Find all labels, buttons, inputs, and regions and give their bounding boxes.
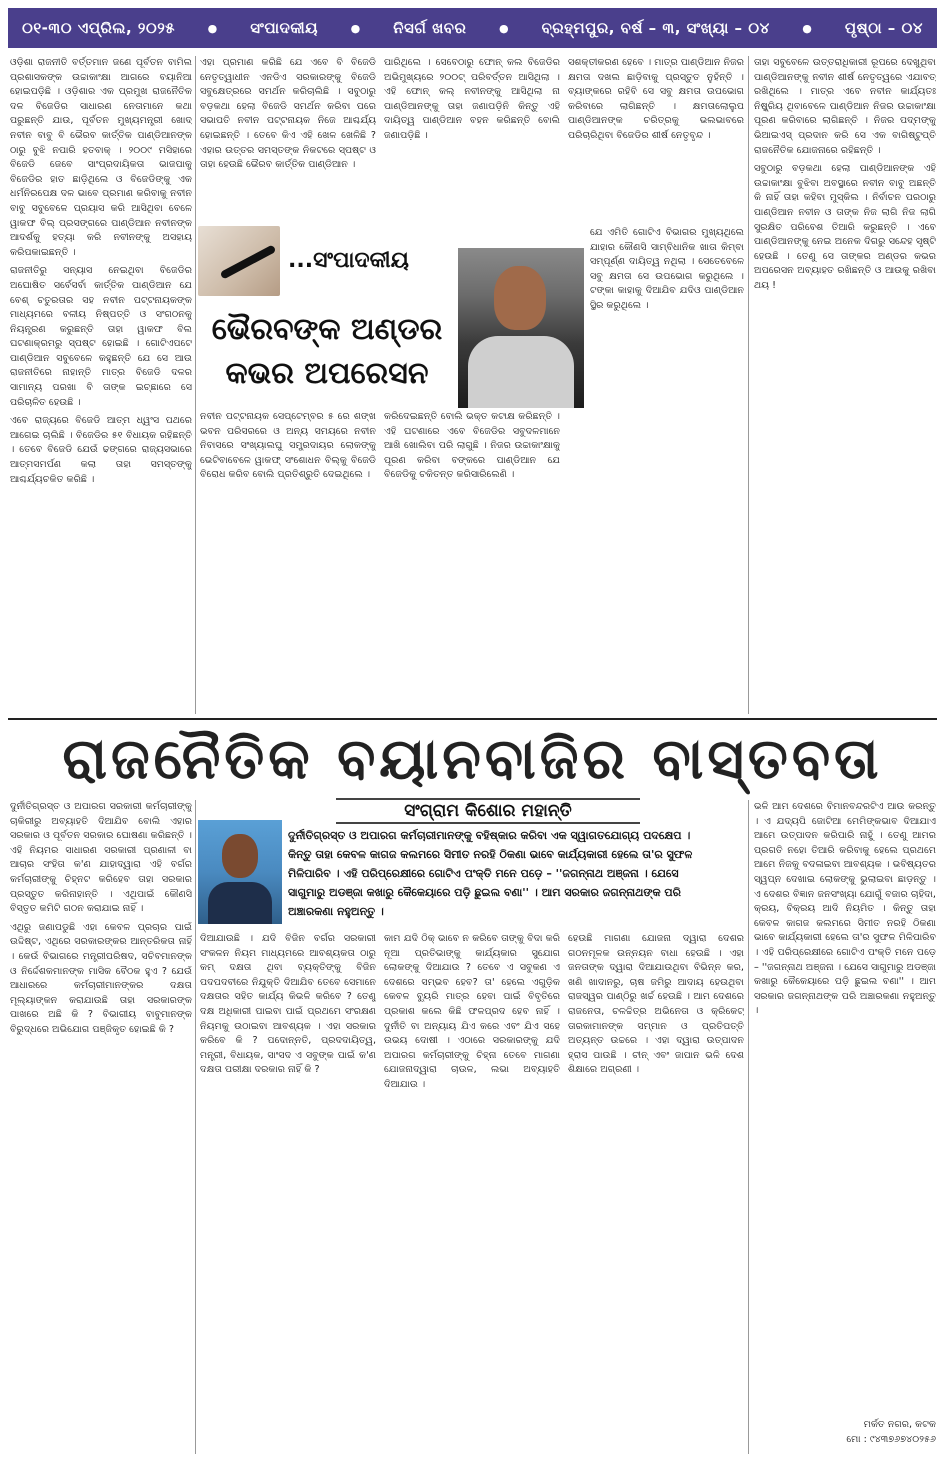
article-lead: ଦୁର୍ନୀତିଗ୍ରସ୍ତ ଓ ଅପାରଗ କର୍ମଚାରୀମାନଙ୍କୁ ବହିଷ୍କାର କରିବା ଏକ ସ୍ୱାଗତଯୋଗ୍ୟ ପଦକ୍ଷେପ । କିନ୍ତୁ ତାହା କେବଳ କାଗଜ କଲମରେ ସିମୀତ ନରହି ଠିକଣା ଭାବେ କାର୍ଯ୍ୟକାରୀ ହେଲେ ତା'ର ସୁଫଳ ମିଳିପାରିବ । ଏହି ପରିପ୍ରେକ୍ଷୀରେ ଗୋଟିଏ ପଂକ୍ତି ମନେ ପଡ଼େ – ''ଜଗନ୍ନାଥ ଅଞ୍ଜନା । ଯେସେ ସାଗୁମାରୁ ଅଡଞ୍ଜା କଖାରୁ କୈକେୟାରେ ପଡ଼ି ଛୁଇଲ ବଣା'' । ଆମ ସରକାର ଜଗନ୍ନାଥଙ୍କ ପରି ଅଞ୍ଚାରକଣା ନହୁଅନ୍ତୁ । [288, 829, 693, 918]
editorial-paragraph: ସଶକ୍ତୀକରଣ ହେବେ । ମାତ୍ର ପାଣ୍ଡିଆନ ନିଜର କ୍ଷମତା ଦଖଲ ଛାଡ଼ିବାକୁ ପ୍ରସ୍ତୁତ ନୁହଁନ୍ତି । ବ୍ୟାଙ୍କରେ ରହିବି ସେ ସବୁ କ୍ଷମତା ଉପଭୋଗ କରିବାରେ ଲାଗିଛନ୍ତି । କ୍ଷମତାଲୋଲୁପ ପାଣ୍ଡିଆନଙ୍କ ଚରିତ୍ରକୁ ଭଲଭାବରେ ପରିଚାରିଥିବା ବିଜେଡିର ଶୀର୍ଷ ନେତୃବୃନ୍ଦ । [568, 57, 744, 141]
article-paragraph: ହେଉଛି ମାଗଣା ଯୋଜନା ଦ୍ୱାରା ଦେଶର ଗଠନମୂଳକ ଉନ୍ନୟନ ବାଧା ହେଉଛି । ଏହା ଜନତାଙ୍କ ଦ୍ୱାରା ଦିଆଯାଉଥିବା ବିଭିନ୍ନ କର, ଖଣି ଖାଦାନରୁ, ଚାଷ ଜମିରୁ ଆଦାୟ ହେଉଥିବା ରାଜସ୍ୱର ପାଣ୍ଠିରୁ ଖର୍ଚ୍ଚ ହେଉଛି । ଆମ ଦେଶରେ ରାଜନେତା, ଚଳଚ୍ଚିତ୍ର ଅଭିନେତା ଓ କ୍ରିକେଟ୍ ତାରକାମାନଙ୍କ ସମ୍ମାନ ଓ ପ୍ରତିପତ୍ତି ଅତ୍ୟନ୍ତ ଉଚ୍ଚରେ । ଏହା ଦ୍ୱାରା ଉତ୍ପାଦନ ହ୍ରାସ ପାଉଛି । ଚୀନ୍ ଏବଂ ଜାପାନ ଭଳି ଦେଶ ଶିକ୍ଷାରେ ଅଗ୍ରଣୀ । [568, 933, 744, 1076]
article-signoff [754, 1418, 936, 1454]
column-rule [195, 56, 196, 714]
issue-date: ୦୧-୩୦ ଏପ୍ରିଲ, ୨୦୨୫ [22, 19, 176, 37]
editorial-paragraph: ପାରିଥିଲେ । ସେବେଠାରୁ ଫୋନ୍ କଲ ବିଜେଡିର ଅଭିମୁଖ୍ୟରେ ୨୦୦ଟ୍ ପରିବର୍ତ୍ତନ ଆସିଥିଲା । ଏହି ଫୋନ୍ କଲ୍ ନବୀନଙ୍କୁ ଆସିଥିଲା ନା ପାଣ୍ଡିଆନଙ୍କୁ ତାହା ଜଣାପଡ଼ିନି କିନ୍ତୁ ଏହି ଦାୟିତ୍ୱ ପାଣ୍ଡିଆନ ବହନ କରିଛନ୍ତି ବୋଲି ଜଣାପଡ଼ିଛି । [384, 57, 560, 141]
article-column-5 [754, 800, 936, 1418]
article-headline: ରାଜନୈତିକ ବୟାନବାଜିର ବାସ୍ତବତା [62, 727, 883, 792]
editorial-column-4-top [568, 56, 744, 222]
masthead-bar [8, 8, 937, 48]
section-divider [8, 718, 937, 720]
article-column-4 [568, 932, 744, 1454]
publication-place: ବ୍ରହ୍ମପୁର, ବର୍ଷ – ୩, ସଂଖ୍ୟା – ୦୪ [541, 19, 770, 37]
editorial-paragraph: ଓଡ଼ିଶା ରାଜନୀତି ବର୍ତ୍ତମାନ ଜଣେ ପୂର୍ବତନ ବାମିଲ ପ୍ରଶାସକଙ୍କ ଉଚ୍ଚାକାଂକ୍ଷା ଆଗରେ ବୟାନିଆ ହୋଇପଡ଼ିଛି । ଓଡ଼ିଶାର ଏକ ପ୍ରମୁଖ ରାଜନୈତିକ ଦଳ ବିଜେଡିର ସାଧାରଣ ନେତାମାନେ କଥା ପରୁଛନ୍ତି ଯାଉ, ପୂର୍ବତନ ମୁଖ୍ୟମନ୍ତ୍ରୀ ଖୋଦ୍ ନବୀନ ବାବୁ ବି ଭୈରବ କାର୍ତ୍ତିକ ପାଣ୍ଡିଆନଙ୍କ ଠାରୁ ବୁଝି ନପାରି ହତବାକ୍ । ୨୦୦୯ ମସିହାରେ ବିଜେଡି ଜେବେ ସାଂପ୍ରଦାୟିକତା ଭାଜପାକୁ ବିଜେଡିର ହାତ ଛାଡ଼ିଥିଲେ ଓ ବିଜେଡିଙ୍କୁ ଏକ ଧର୍ମନିରପେକ୍ଷ ଦଳ ଭାବେ ପ୍ରମାଣ କରିବାକୁ ନବୀନ ବାବୁ ସବୁବେଳେ ପ୍ରୟାସ କରି ଆସିଥିବା ବେଳେ ୱାକଫ ବିଲ୍ ପ୍ରସଙ୍ଗରେ ପାଣ୍ଡିଆନ ନବୀନଙ୍କ ଆଦର୍ଶକୁ ହତ୍ୟା କରି ନବୀନଙ୍କୁ ଅସହାୟ କରିପକାଇଛନ୍ତି । [10, 57, 192, 258]
editorial-paragraph: କରିଦେଇଛନ୍ତି ବୋଲି ଭକ୍ତ କଟାକ୍ଷ କରିଛନ୍ତି । ଏହି ଘଟଣାରେ ଏବେ ବିଜେଡିର ସବୁଦଳମାନେ ଆଖି ଖୋଲିବା ପରି ଲାଗୁଛି । ନିଜର ଉଚ୍ଚାକାଂକ୍ଷାକୁ ପୂରଣ କରିବା ବଙ୍କରେ ପାଣ୍ଡିଆନ ଯେ ବିଜେଡିକୁ ଚକିତନ୍ତ କରିସାରିଲେଣି । [384, 411, 560, 481]
editorial-column-3-top [384, 56, 560, 222]
article-paragraph: ଏଥିରୁ ଜଣାପଡୁଛି ଏହା କେବଳ ପ୍ରଚାର ପାଇଁ ଉଦ୍ଦିଷ୍ଟ, ଏଥିରେ ସରକାରଙ୍କର ଆନ୍ତରିକତା ନାହିଁ । କେଉଁ ବିଭାଗରେ ମନ୍ତ୍ରୀପରିଷଦ, ସଚିବମାନଙ୍କ ଓ ନିର୍ଦ୍ଦେଶକମାନଙ୍କ ମାସିକ ବୈଠକ ହୁଏ ? ଯେଉଁ ଆଧାରରେ କର୍ମଚାରୀମାନଙ୍କର ଦକ୍ଷତା ମୂଲ୍ୟାଙ୍କନ କରାଯାଉଛି ତାହା ସରକାରଙ୍କ ପାଖରେ ଅଛି କି ? ବିଭାଗୀୟ ବାବୁମାନଙ୍କ ବିରୁଦ୍ଧରେ ଅଭିଯୋଗ ପଞ୍ଜିକୃତ ହୋଇଛି କି ? [10, 921, 192, 1035]
separator-dot: ● [350, 21, 361, 35]
paper-name: ନିସର୍ଗ ଖବର [393, 19, 467, 37]
article-author: ସଂଗ୍ରାମ କିଶୋର ମହାନ୍ତି [336, 798, 640, 824]
editorial-title-box [198, 226, 586, 404]
author-photo [198, 820, 282, 924]
editor-photo-face [494, 266, 546, 330]
section-name: ସଂପାଦକୀୟ [250, 19, 319, 37]
editorial-paragraph: ରାଜନୀତିରୁ ସନ୍ୟାସ ନେଇଥିବା ବିଜେଡିର ଅଘୋଷିତ ସର୍ବେସର୍ବା କାର୍ତ୍ତିକ ପାଣ୍ଡିଆନ ଯେ ବେଶ୍ ଚତୁରତାର ସହ ନବୀନ ପଟ୍ଟନାୟକଙ୍କ ମାଧ୍ୟମରେ ବଳୀୟ ନିଷ୍ପତ୍ତି ଓ ସଂଗଠନକୁ ନିୟନ୍ତ୍ରଣ କରୁଛନ୍ତି ତାହା ୱାକଫ ବିଲ ଘଟଣାକ୍ରମରୁ ସ୍ପଷ୍ଟ ହୋଇଛି । ଗୋଟିଏପଟେ ପାଣ୍ଡିଆନ ସବୁବେଳେ କହୁଛନ୍ତି ଯେ ସେ ଆଉ ରାଜନୀତିରେ ନାହାନ୍ତି ମାତ୍ର ବିଜେଡି ଦଳର ସାମାନ୍ୟ ପରଖା ବି ତାଙ୍କ ଇଚ୍ଛାରେ ସେ ପରିଚାଳିତ ହେଉଛି । [10, 265, 192, 408]
editorial-headline-line-1: ଭୈରବଙ୍କ ଅଣ୍ଡର [211, 312, 443, 347]
column-rule [195, 800, 196, 1454]
editor-photo [458, 248, 584, 408]
article-paragraph: ଭଳି ଆମ ଦେଶରେ ବିମାନବନ୍ଦରଟିଏ ଆଉ କରନ୍ତୁ । ଏ ଯଦ୍ୟପି ଜୋଟିଆ ମେମିଙ୍କଭାବ ଦିଆଯାଏ ଆମେ ଉତ୍ପାଦନ କରିପାରି ନାହୁଁ । ତେଣୁ ଆମର ପ୍ରଗତି ନହୋ ତିଆରି କରିବାକୁ ହେଲେ ପ୍ରଥମେ ଆମେ ନିଜକୁ ବଦଳାଇବା ଆବଶ୍ୟକ । ଭବିଷ୍ୟତର ସ୍ୱପ୍ନ ଦେଖାଇ ଲୋକଙ୍କୁ ଭୁଲାଇବା ଛାଡ଼ନ୍ତୁ । ଏ ଦେଶର ବିଜ୍ଞାନ ଜନସଂଖ୍ୟା ଯୋଗୁଁ ବଜାର ଚାହିଦା, କ୍ରୟ, ବିକ୍ରୟ ଆଦି ନିୟମିତ । କିନ୍ତୁ ତାହା କେବଳ କାଗଜ କଲମରେ ସିମୀତ ନରହି ଠିକଣା ଭାବେ କାର୍ଯ୍ୟକାରୀ ହେଲେ ତା'ର ସୁଫଳ ମିଳିପାରିବ । ଏହି ପରିପ୍ରେକ୍ଷୀରେ ଗୋଟିଏ ପଂକ୍ତି ମନେ ପଡ଼େ – ''ଜଗନ୍ନାଥ ଅଞ୍ଜନା । ଯେସେ ସାଗୁମାରୁ ଅଡଞ୍ଜା କଖାରୁ କୈକେୟାରେ ପଡ଼ି ଛୁଇଲ ବଣା'' । ଆମ ସରକାର ଜଗନ୍ନାଥଙ୍କ ପରି ଅଞ୍ଚାରକଣା ନହୁଅନ୍ତୁ । [754, 801, 936, 1017]
editorial-headline [198, 308, 456, 396]
signoff-place: ମର୍କତ ନଗର, କଟକ [863, 1419, 936, 1430]
editorial-column-1 [10, 56, 192, 714]
editorial-paragraph: ଏବେ ରାଜ୍ୟରେ ବିଜେଡି ଆତ୍ମ ଧ୍ୱଂସ ପଥରେ ଆଗେଇ ଚାଲିଛି । ବିଜେଡିର ୫୧ ବିଧାୟକ ରହିଛନ୍ତି । ତେବେ ବିଜେଡି ଯେଉଁ ଢଙ୍ଗରେ ରାଜ୍ୟସଭାରେ ଆତ୍ମସମର୍ପଣ କଲା ତାହା ସମସ୍ତଙ୍କୁ ଆଶ୍ଚର୍ଯ୍ୟଚକିତ କରିଛି । [10, 415, 192, 485]
editorial-column-3-bottom [384, 410, 560, 714]
editorial-paragraph: ତାହା ସବୁବେଳେ ଉତ୍ତରାଧିକାରୀ ରୂପରେ ଦେଖୁଥିବା ପାଣ୍ଡିଆନଙ୍କୁ ନବୀନ ଶୀର୍ଷ ନେତୃତ୍ୱରେ ଏଯାବତ୍ ରଖିଥିଲେ । ମାତ୍ର ଏବେ ନବୀନ କାର୍ଯ୍ୟତଃ ନିଷ୍କ୍ରିୟ ଥିବାବେଳେ ପାଣ୍ଡିଆନ ନିଜର ଉଚ୍ଚାକାଂକ୍ଷା ପୂରଣ କରିବାରେ ଲାଗିଛନ୍ତି । ନିଜର ପଦ୍ମଙ୍କୁ ଭିଆଇଏସ୍ ପ୍ରଦାନ କରି ସେ ଏକ ବାଗିଷ୍ଟୁପ୍ତି ରାଜନୈତିକ ଯୋଜନାରେ ରହିଛନ୍ତି । [754, 57, 936, 156]
column-rule [748, 800, 749, 1454]
author-photo-shirt [208, 882, 272, 924]
article-paragraph: ଦୁର୍ନୀତିଗ୍ରସ୍ତ ଓ ଅପାରଗ ସରକାରୀ କର୍ମଚାରୀଙ୍କୁ ଚାକିରୀରୁ ଅବ୍ୟାହତି ଦିଆଯିବ ବୋଲି ଏହାର ସରକାର ଓ ପୂର୍ବତନ ସରକାର ଘୋଷଣା କରିଛନ୍ତି । ଏହି ନିୟମର ସାଧାରଣ ସରକାରୀ ପ୍ରଣାଳୀ ବା ଆଚାର ସଂହିତା କ'ଣ ଯାହାଦ୍ୱାରା ଏହି ବର୍ଗର କର୍ମଚାରୀଙ୍କୁ ଚିହ୍ନଟ କରିହେବ ତାହା ସରକାର ପ୍ରସ୍ତୁତ କରିନାହାନ୍ତି । ଏଥିପାଇଁ କୌଣସି ବିସ୍ତୃତ କମିଟି ଗଠନ କରାଯାଇ ନାହିଁ । [10, 801, 192, 915]
article-column-3 [384, 932, 560, 1454]
author-photo-face [222, 834, 258, 878]
editorial-paragraph: ଯେ ଏମିତି ଗୋଟିଏ ବିଭାଗର ମୁଖ୍ୟଥିଲେ ଯାହାର କୌଣସି ସାମ୍ବିଧାନିକ ଖାତା କିମ୍ବା ସମ୍ପୂର୍ଣ୍ଣ ଦାୟିତ୍ୱ ନଥିଲା । ସେତେବେଳେ ସବୁ କ୍ଷମତା ସେ ଉପଭୋଗ କରୁଥିଲେ । ଟଙ୍କା କାହାକୁ ଦିଆଯିବ ଯଦିଓ ପାଣ୍ଡିଆନ ସ୍ଥିର କରୁଥିଲେ । [590, 227, 744, 311]
separator-dot: ● [207, 21, 218, 35]
editorial-kicker: ...ସଂପାଦକୀୟ [288, 248, 409, 273]
editorial-paragraph: ନବୀନ ପଟ୍ଟନାୟକ ସେପ୍ଟେମ୍ବର ୫ ରେ ଶଙ୍ଖ ଭବନ ପରିସରରେ ଓ ଅନ୍ୟ ସମୟରେ ନବୀନ ନିବାସରେ ସଂଖ୍ୟାଲଘୁ ସମ୍ପ୍ରଦାୟର ଲୋକଙ୍କୁ ଭେଟିବାବେଳେ ୱାକଫ୍ ସଂଶୋଧନ ବିଲ୍କୁ ବିଜେଡି ବିରୋଧ କରିବ ବୋଲି ପ୍ରତିଶ୍ରୁତି ଦେଇଥିଲେ । [200, 411, 376, 481]
column-rule [748, 56, 749, 714]
pen-writing-image [198, 226, 280, 296]
editorial-paragraph: ସବୁଠାରୁ ବଡ଼କଥା ହେଲା ପାଣ୍ଡିଆନଙ୍କ ଏହି ଉଚ୍ଚାକାଂକ୍ଷା ବୁଝିବା ଅବସ୍ଥାରେ ନବୀନ ବାବୁ ଅଛନ୍ତି କି ନାହିଁ ତାହା କହିବା ମୁସ୍କିଲ । ନିର୍ବାଚନ ପରଠାରୁ ପାଣ୍ଡିଆନ ନବୀନ ଓ ତାଙ୍କ ନିଜ ଲାଗି ନିଜ ଲାଗି ସୁରକ୍ଷିତ ପରିବେଶ ତିଆରି କରୁଛନ୍ତି । ଏବେ ପାଣ୍ଡିଆନଙ୍କୁ ନେଇ ଅନେକ ଦିଗରୁ ସନ୍ଦେହ ସୃଷ୍ଟି ହେଉଛି । ତେଣୁ ସେ ତାଙ୍କର ଅଣ୍ଡର କଭର ଅପରେସନ ଅବ୍ୟାହତ ରଖିଛନ୍ତି ଓ ଆଉକୁ ରଖିବା ଥୟ ! [754, 163, 936, 291]
article-column-1 [10, 800, 192, 1454]
editorial-paragraph: ଏହା ପ୍ରମାଣ କରିଛି ଯେ ଏବେ ବି ବିଜେଡି ନେତୃତ୍ୱାଧୀନ ଏନଡିଏ ସରକାରଙ୍କୁ ବିଜେଡି ସବୁକ୍ଷେତ୍ରରେ ସମର୍ଥନ କରିଚାଲିଛି । ସବୁଠାରୁ ବଡ଼କଥା ହେଲା ବିଜେଡି ସମର୍ଥନ କରିବା ପରେ ସଭାପତି ନବୀନ ପଟ୍ଟନାୟକ ନିଜେ ଆଶ୍ଚର୍ଯ୍ୟ ହୋଇଛନ୍ତି । ତେବେ କିଏ ଏହି ଖେଳ ଖେଳିଛି ? ଏହାର ଉତ୍ତର ସମସ୍ତଙ୍କ ନିକଟରେ ସ୍ପଷ୍ଟ ଓ ତାହା ହେଉଛି ଭୈରବ କାର୍ତ୍ତିକ ପାଣ୍ଡିଆନ । [200, 57, 376, 171]
article-column-2 [200, 932, 376, 1454]
signoff-phone: ମୋ : ୯୪୩୭୬୭୪୦୨୫୬ [846, 1433, 936, 1445]
separator-dot: ● [498, 21, 510, 35]
separator-dot: ● [802, 21, 813, 35]
editor-photo-shirt [468, 336, 574, 408]
editorial-column-4-side [590, 226, 744, 404]
article-paragraph: ଦିଆଯାଉଛି । ଯଦି ବିଜିନ ବର୍ଗର ସରକାରୀ ସଂକଳନ ନିୟମ ମାଧ୍ୟମରେ ଆବଶ୍ୟକତା ଠାରୁ କମ୍ ଦକ୍ଷତା ଥିବା ବ୍ୟକ୍ତିଙ୍କୁ ବିଜିନ ପଦପଦବୀରେ ନିଯୁକ୍ତି ଦିଆଯିବ ତେବେ ସେମାନେ ଦକ୍ଷତାର ସହିତ କାର୍ଯ୍ୟ କିଭଳି କରିବେ ? ତେଣୁ ଦକ୍ଷ ଅଧିକାରୀ ପାଇବା ପାଇଁ ପ୍ରଥମେ ସଂରକ୍ଷଣ ନିୟମକୁ ଉଠାଇବା ଆବଶ୍ୟକ । ଏହା ସରକାର କରିବେ କି ? ପଦୋନ୍ନତି, ପ୍ରଦଦାୟିତ୍ୱ, ମନ୍ତ୍ରୀ, ବିଧାୟକ, ସାଂସଦ ଏ ସବୁଙ୍କ ପାଇଁ କ'ଣ ଦକ୍ଷତା ପରୀକ୍ଷା ଦରକାର ନାହିଁ କି ? [200, 933, 376, 1076]
editorial-headline-line-2: କଭର ଅପରେସନ [225, 356, 429, 391]
page-number: ପୃଷ୍ଠା – ୦୪ [844, 19, 923, 37]
article-paragraph: କାମ ଯଦି ଠିକ୍ ଭାବେ ନ କରିବେ ତାଙ୍କୁ ବିଦା କରି ନୂଆ ପ୍ରତିଭାଙ୍କୁ କାର୍ଯ୍ୟକାର ସୁଯୋଗ ଲୋକଙ୍କୁ ଦିଆଯାଉ ? ତେବେ ଏ ସବୁକଣ ଏ ଦେଶରେ ସମ୍ଭବ ହେବ? ତା' ହେଲେ ଏଗୁଡ଼ିକ କେବଳ ବ୍ୟୁରି ମାତ୍ର ହେବା ପାଇଁ ବିବୃତିରେ ପ୍ରକାଶ କଲେ କିଛି ଫଳପ୍ରଦ ହେବ ନାହିଁ । ଦୁର୍ନୀତି ବା ଅନ୍ୟାୟ ଯିଏ କରେ ଏବଂ ଯିଏ ସହେ ଉଭୟ ଦୋଷୀ । ଏଠାରେ ସରକାରଙ୍କୁ ଯଦି ଅପାରଗ କର୍ମଚାରୀଙ୍କୁ ଚିହ୍ନା ତେବେ ମାଗଣା ଯୋଜନାଦ୍ୱାରା ଚାଉଳ, ଲଭା ଅବ୍ୟାହତି ଦିଆଯାଉ । [384, 933, 560, 1090]
editorial-column-2-top [200, 56, 376, 222]
editorial-column-2-bottom [200, 410, 376, 714]
editorial-column-5 [754, 56, 936, 714]
